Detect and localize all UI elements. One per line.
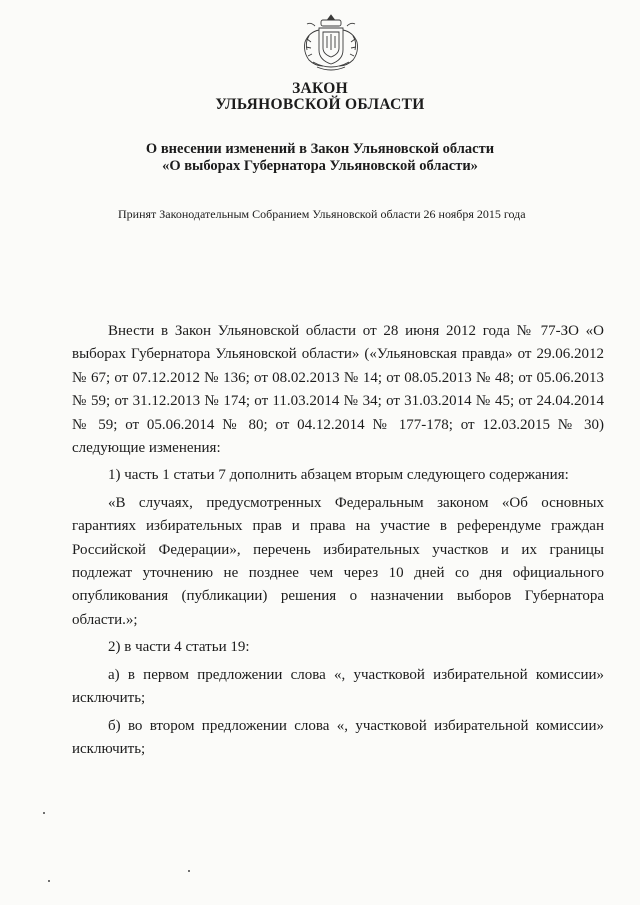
adoption-line: Принят Законодательным Собранием Ульяновской области 26 ноября 2015 года bbox=[118, 207, 526, 221]
paragraph-item-2b: б) во втором предложении слова «, участковой избирательной комиссии» исключить; bbox=[72, 717, 604, 757]
region-title: УЛЬЯНОВСКОЙ ОБЛАСТИ bbox=[215, 96, 425, 113]
paragraph-item-2a: а) в первом предложении слова «, участковой избирательной комиссии» исключить; bbox=[72, 666, 604, 707]
law-body bbox=[72, 320, 604, 761]
paragraph-quote: «В случаях, предусмотренных Федеральным законом «Об основных гарантиях избирательных прав и права на участие в референдуме граждан Российской Федерации», перечень избирательных участков и их границы подлежат уточнению не позднее чем через 10 дней со дня официального опубликования (публикации) решения о назначении выборов Губернатора области.»; bbox=[72, 494, 604, 628]
law-subject-line2: «О выборах Губернатора Ульяновской области» bbox=[162, 158, 478, 174]
paragraph-intro: Внести в Закон Ульяновской области от 28 июня 2012 года № 77-ЗО «О выборах Губернатора Ульяновской области» («Ульяновская правда» от 29.06.2012 № 67; от 07.12.2012 № 136; от 08.02.2013 № 14; от 08.05.2013 № 48; от 05.06.2013 № 59; от 31.12.2013 № 174; от 11.03.2014 № 34; от 31.03.2014 № 45; от 24.04.2014 № 59; от 05.06.2014 № 80; от 04.12.2014 № 177-178; от 12.03.2015 № 30) следующие изменения: bbox=[72, 323, 604, 457]
paragraph-item-1: 1) часть 1 статьи 7 дополнить абзацем вторым следующего содержания: bbox=[108, 467, 569, 484]
law-subject-line1: О внесении изменений в Закон Ульяновской области bbox=[145, 141, 495, 157]
scan-speck bbox=[188, 870, 190, 872]
document-type-title: ЗАКОН bbox=[292, 80, 348, 97]
scan-speck bbox=[48, 880, 50, 882]
paragraph-item-2: 2) в части 4 статьи 19: bbox=[108, 639, 250, 656]
scan-speck bbox=[43, 812, 45, 814]
coat-of-arms-icon bbox=[297, 12, 365, 74]
law-subject bbox=[0, 141, 640, 175]
